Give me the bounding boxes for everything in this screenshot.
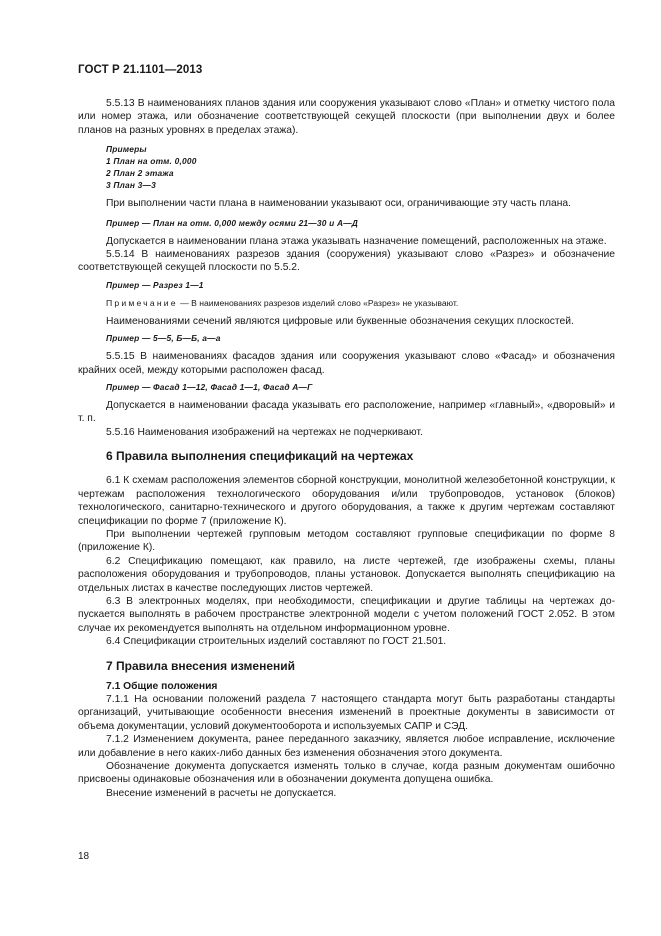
clause-6-2: 6.2 Спецификацию помещают, как правило, на листе чертежей, где изображены схемы, планы расположения оборудования и трубопроводов, планы установок. Допускается выполнять спецификацию на отдельных листах в качестве последующих листов чертежей. bbox=[78, 555, 615, 594]
clause-5-5-13: 5.5.13 В наименованиях планов здания или сооружения указывают слово «План» и отметку чистого пола или номер этажа, или обозначение соответствующей секущей плоскости (при выполнении двух и более планов на разных уровнях в пределах этажа). bbox=[78, 98, 615, 136]
paragraph-part-plan: При выполнении части плана в наименовании указывают оси, ограничивающие эту часть плана. bbox=[106, 198, 572, 210]
paragraph-designation: Обозначение документа допускается изменять только в случае, когда разным документам ошибочно присвоены одинаковые обозначения или в обозначении документа допущена ошибка. bbox=[78, 761, 615, 786]
example-facade: Пример — Фасад 1—12, Фасад 1—1, Фасад А—Г bbox=[106, 382, 313, 393]
page-number: 18 bbox=[78, 851, 90, 862]
subsection-7-1-title: 7.1 Общие положения bbox=[106, 680, 218, 692]
document-header: ГОСТ Р 21.1101—2013 bbox=[78, 64, 203, 76]
clause-5-5-15: 5.5.15 В наименованиях фасадов здания или сооружения указывают слово «Фасад» и обозначения крайних осей, между которыми расположен фасад. bbox=[78, 351, 615, 376]
section-7-title: 7 Правила внесения изменений bbox=[106, 658, 295, 673]
paragraph-room-purpose: Допускается в наименовании плана этажа указывать назначение помещений, расположенных на этаже. bbox=[106, 235, 607, 247]
example-item: 3 План 3—3 bbox=[106, 180, 156, 191]
examples-label: Примеры bbox=[106, 144, 147, 155]
example-sections: Пример — 5—5, Б—Б, а—а bbox=[106, 333, 221, 344]
note bbox=[78, 297, 615, 309]
clause-5-5-16: 5.5.16 Наименования изображений на чертежах не подчеркивают. bbox=[106, 426, 423, 438]
example-item: 1 План на отм. 0,000 bbox=[106, 156, 197, 167]
clause-6-4: 6.4 Спецификации строительных изделий составляют по ГОСТ 21.501. bbox=[106, 636, 447, 648]
clause-5-5-14: 5.5.14 В наименованиях разрезов здания (сооружения) указывают слово «Разрез» и обозначение соответствующей секущей плоскости по 5.5.2. bbox=[78, 249, 615, 274]
document-body bbox=[78, 97, 615, 800]
paragraph-facade-location: Допускается в наименовании фасада указывать его расположение, например «главный», «дворовый» и т. п. bbox=[78, 400, 615, 425]
paragraph-group-spec: При выполнении чертежей групповым методом составляют групповые спецификации по форме 8 (приложение К). bbox=[78, 528, 615, 554]
example-axes: Пример — План на отм. 0,000 между осями 21—30 и А—Д bbox=[106, 217, 359, 228]
paragraph-sections: Наименованиями сечений являются цифровые или буквенные обозначения секущих плоскостей. bbox=[106, 315, 574, 327]
note-label: Примечание bbox=[106, 297, 178, 308]
clause-6-3: 6.3 В электронных моделях, при необходимости, спецификации и другие таблицы на чертежах допускается выполнять в рабочем пространстве электронной модели с учетом положений ГОСТ 2.052. В этом случае их рекомендуется выполнять на отдельном информационном уровне. bbox=[78, 595, 615, 634]
example-item: 2 План 2 этажа bbox=[106, 168, 174, 179]
clause-7-1-1: 7.1.1 На основании положений раздела 7 настоящего стандарта могут быть разработаны стандарты организаций, учитывающие особенности внесения изменений в проектные документы в зависимости от объема документации, условий документооборота и используемых САПР и СЭД. bbox=[78, 693, 615, 732]
clause-7-1-2: 7.1.2 Изменением документа, ранее переданного заказчику, является любое исправление, исключение или добавление в него каких-либо данных без изменения обозначения этого документа. bbox=[78, 734, 615, 759]
paragraph-calculations: Внесение изменений в расчеты не допускается. bbox=[106, 787, 337, 799]
section-6-title: 6 Правила выполнения спецификаций на чертежах bbox=[106, 449, 414, 464]
note-text: — В наименованиях разрезов изделий слово «Разрез» не указывают. bbox=[177, 297, 459, 308]
clause-6-1: 6.1 К схемам расположения элементов сборной конструкции, монолитной железобетонной конструкции, к чертежам расположения технологического оборудования и/или трубопроводов, установок (блоков) технологического, санитарно-технического и другого оборудования, а также к другим чертежам составляют спецификации по форме 7 (приложение К). bbox=[78, 475, 615, 527]
example-section: Пример — Разрез 1—1 bbox=[106, 279, 204, 290]
